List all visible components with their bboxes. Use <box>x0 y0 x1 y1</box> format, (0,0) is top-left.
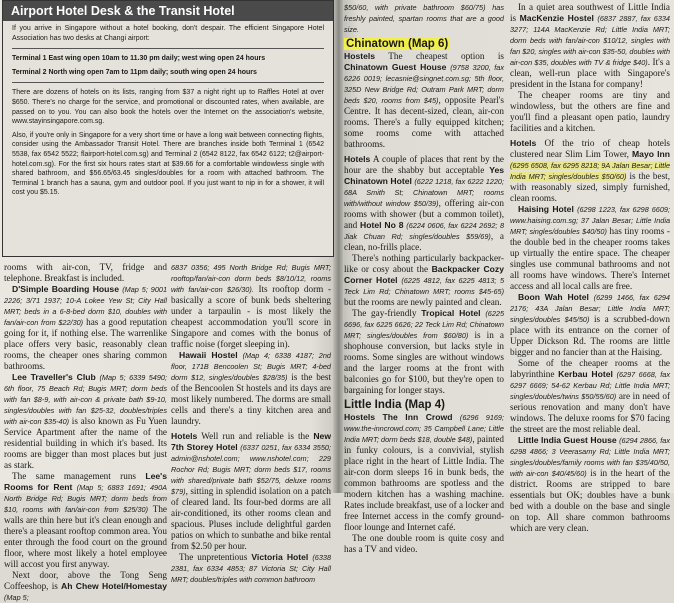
listing-details: (Map 5; 6339 5490; 6th floor, 75 Beach Rd; Bugis MRT; dorm beds with fan $8-9, with air-con & private bath $9-10, singles/doubles with fan $25-32, doubles/triples with air-con $35-40) <box>4 373 168 426</box>
paragraph <box>4 262 167 284</box>
text: is in a shophouse conversion, but lacks style in rooms. Some singles are without windows and the larger rooms at the front with balconies go for $100, but they're open to bargaining for longer stays. <box>344 330 505 395</box>
listing-details: (6294 2866, fax 6298 4866; 3 Veerasamy Rd; Little India MRT; singles/doubles/family rooms with fan $35/40/50, with air-con $40/45/60) <box>510 436 670 478</box>
text: , offering air-con rooms with shower (but a common toilet), and <box>344 198 504 230</box>
text: is in the heart of the district. Rooms are stripped to bare essentials but OK; doubles have a bunk bed with a double on the base and single on top. All share common bathrooms which are very clean. <box>510 468 670 533</box>
sidebar-body <box>3 21 333 205</box>
text: , opposite Pearl's Centre. It has decent-sized, clean, air-con rooms. There's a fully equipped kitchen; some rooms come with attached bathrooms. <box>344 95 505 149</box>
listing-details: (6295 6508, fax 6295 8218; 9A Jalan Besar; Little India MRT; singles/doubles $50/60) <box>510 161 670 181</box>
listing-name: MacKenzie Hostel <box>519 13 594 23</box>
paragraph <box>4 471 167 570</box>
listing-name: Mayo Inn <box>632 149 671 159</box>
paragraph <box>510 292 670 358</box>
paragraph <box>171 262 331 350</box>
listing-details: (6298 1223, fax 6298 6609; www.haising.com.sg; 37 Jalan Besar; Little India MRT; singles/doubles $40/50) <box>510 205 670 236</box>
book-gutter <box>333 0 343 493</box>
listing-details: 6837 0356; 495 North Bridge Rd; Bugis MRT; rooftop/fan/air-con dorm beds $8/10/12, rooms with fan/air-con $26/30). <box>171 263 331 294</box>
text: . It's a clean, well-run place with Singapore's president in the Istana for company! <box>510 57 670 89</box>
listing-name: Hotel No 8 <box>360 220 404 230</box>
text: , painted in funky colours, is a convivial, stylish place right in the heart of Little India. The air-con dorm sleeps 16 in bunk beds, the common bathrooms are spotless and the modern kitchen has a washing machine. Rates include breakfast, use of a locker and free Internet access in the comfy ground-floor lounge and Internet café. <box>344 434 505 532</box>
text: The walls are thin here but it's clean enough and there's a pleasant rooftop common area. You enter through the food court on the ground floor, where most likely a hotel employee will accost you first anyway. <box>4 504 167 569</box>
listing-name: Haising Hotel <box>518 204 574 214</box>
listing-name: Backpacker Cozy Corner Hotel <box>344 264 504 285</box>
paragraph <box>171 431 331 552</box>
section-heading <box>344 39 504 50</box>
sidebar-title: Airport Hotel Desk & the Transit Hotel <box>3 1 333 21</box>
listing-name: Boon Wah Hotel <box>518 292 589 302</box>
listing-name: Hawaii Hostel <box>179 350 238 360</box>
text: has tiny rooms - the double bed in the cheaper rooms takes up virtually the entire space. The cheaper singles use communal bathrooms and not all rooms have windows. There's Internet access and all local calls are free. <box>510 226 670 291</box>
paragraph <box>344 412 504 533</box>
text: is a scrubbed-down place with its entrance on the corner of Upper Dickson Rd. The rooms are little bigger and no fancier than at the Haising. <box>510 314 670 357</box>
text: Of the trio of cheap hotels clustered near Slim Lim Tower, <box>510 138 670 159</box>
listing-details: (6224 0606, fax 6224 2692; 8 Jiak Chuan Rd; singles/doubles $59/69) <box>344 221 505 241</box>
listing-details: (6296 9169; www.the-inncrowd.com; 35 Campbell Lane; Little India MRT; dorm beds $18, double $48) <box>344 413 505 444</box>
listing-details: $50/60, with private bathroom $60/75) has freshly painted, spartan rooms that are a good size. <box>344 3 504 34</box>
heading-text: Little India <box>344 399 402 411</box>
listing-name: Kerbau Hotel <box>558 369 613 379</box>
listing-name: Victoria Hotel <box>251 552 309 562</box>
paragraph <box>344 51 504 150</box>
listing-name: Lee's Rooms for Rent <box>4 471 167 492</box>
text: The one double room is quite cosy and has a TV and video. <box>344 533 504 554</box>
text: The cheapest option is <box>388 51 504 61</box>
listing-details: (6222 1218, fax 6222 1220; 68A Smith St; Chinatown MRT; rooms with/without window $50/39) <box>344 177 504 208</box>
listing-details: (Map 4; 6338 4187; 2nd floor, 171B Bencoolen St; Bugis MRT; 4-bed dorm $12, singles/doubles $28/35) <box>171 351 331 382</box>
listing-name: Yes Chinatown Hotel <box>344 165 505 186</box>
paragraph <box>344 308 504 396</box>
text: is the best of the Bencoolen St hostels and its days are most likely numbered. The dorms are small cells and there's a tiny kitchen area and laundry. <box>171 372 331 426</box>
listing-details: (9758 3200, fax 6226 0019; lecasnie@singnet.com.sg; 5th floor, 325D New Bridge Rd; Outram Park MRT; dorm beds $20, rooms from $45) <box>344 63 505 105</box>
paragraph <box>510 138 670 204</box>
text: Its rooftop dorm - basically a score of bunk beds sheltering under a tarpaulin - is most likely the cheapest accommodation you'll score in Singapore and comes with the bonus of traffic noise (forget sleeping in). <box>171 284 331 349</box>
terminal-1-hours: Terminal 1 East wing open 10am to 11.30 pm daily; west wing open 24 hours <box>12 55 266 63</box>
text: , a clean, no-frills place. <box>344 231 504 252</box>
subsection-label: Hotels <box>510 138 537 148</box>
text: , sitting in splendid isolation on a patch of cleared land. Its four-bed dorms are all air-conditioned, its other rooms clean and spacious. Pluses include delightful garden patios on which to sunbathe and bike rental from $2.50 per hour. <box>171 486 331 551</box>
heading-map-ref: (Map 4) <box>404 399 445 411</box>
text: Some of the cheaper rooms at the labyrinthine <box>510 358 670 379</box>
listing-details: (6299 1466, fax 6294 2176; 43A Jalan Besar; Little India MRT; singles/doubles $45/50) <box>510 293 670 324</box>
sidebar-paragraph: There are dozens of hotels on its lists, ranging from $37 a night right up to Raffles Hotel at over $650. There's no charge for the service, and promotional or discounted rates, when available, are passed on to you. You can also book the hotels over the Internet on the association's website, www.stayinsingapore.com.sg. <box>12 89 324 126</box>
paragraph <box>510 2 670 90</box>
text: In a quiet area southwest of Little India is <box>510 2 670 23</box>
paragraph <box>4 570 167 603</box>
subsection-label: Hotels <box>344 154 371 164</box>
text: Well run and reliable is the <box>201 431 310 441</box>
heading-map-ref: (Map 6) <box>407 38 449 50</box>
listing-details: (6225 4812, fax 6225 4813; 5 Teck Lim Rd; Chinatown MRT; rooms $45-65) <box>344 276 505 296</box>
terminal-2-hours: Terminal 2 North wing open 7am to 11pm daily; south wing open 24 hours <box>12 68 257 76</box>
paragraph <box>171 552 331 585</box>
subsection-label: Hostels <box>344 412 376 422</box>
listing-name: D'Simple Boarding House <box>12 284 119 294</box>
divider <box>12 82 324 83</box>
text: A couple of places that rent by the hour are the shabby but acceptable <box>344 154 504 175</box>
paragraph <box>4 284 167 372</box>
text: The unpretentious <box>179 552 248 562</box>
divider <box>12 48 324 49</box>
text-column <box>4 262 168 602</box>
listing-name: New 7th Storey Hotel <box>171 431 332 452</box>
text: are in need of serious renovation and many don't have windows. The deluxe rooms for $70 facing the street are the most reliable deal. <box>510 391 671 434</box>
subsection-label: Hotels <box>171 431 198 441</box>
listing-details: (Map 5; 6883 1691; 490A North Bridge Rd; Bugis MRT; dorm beds from $10, rooms with fan/air-con from $25/30) <box>4 483 167 514</box>
text: The same management runs <box>12 471 136 481</box>
listing-details: (Map 5; 9001 2226; 3/71 1937; 10-A Lokee Yew St; City Hall MRT; beds in a 6-8-bed dorm $10, doubles with fan/air-con from $22/30) <box>4 285 168 327</box>
listing-details: (6297 6668, fax 6297 6669; 54-62 Kerbau Rd; Little India MRT; singles/doubles/twins $50/55/60) <box>510 370 670 401</box>
listing-name: Chinatown Guest House <box>344 62 447 72</box>
sidebar-intro: If you arrive in Singapore without a hotel booking, don't despair. The efficient Singapore Hotel Association has two desks at Changi airport: <box>12 25 324 42</box>
text: is the best, with reasonably sized, simply furnished, clean rooms. <box>510 171 671 203</box>
text: Next door, above the Tong Seng Coffeeshop, is <box>4 570 167 591</box>
paragraph <box>171 350 331 427</box>
listing-name: Tropical Hotel <box>421 308 481 318</box>
highlighted-text <box>344 38 450 50</box>
listing-name: Lee Traveller's Club <box>12 372 96 382</box>
text: There's nothing particularly backpacker-like or cosy about the <box>344 253 504 274</box>
listing-name: The Inn Crowd <box>382 412 453 422</box>
listing-details: (Map 5; <box>4 593 29 602</box>
text-column <box>171 262 332 584</box>
text: The gay-friendly <box>352 308 417 318</box>
paragraph <box>344 533 504 555</box>
listing-name: Ah Chew Hotel/Homestay <box>61 581 167 591</box>
listing-details: (6338 2381, fax 6334 4853; 87 Victoria St; City Hall MRT; doubles/triples with common bathroom <box>171 553 332 584</box>
paragraph <box>4 372 167 471</box>
airport-hotel-sidebar <box>2 0 334 257</box>
text-column <box>510 2 671 533</box>
paragraph <box>510 204 670 292</box>
section-heading <box>344 400 504 411</box>
text: rooms with air-con, TV, fridge and telephone. Breakfast is included. <box>4 262 167 283</box>
listing-details: (6837 2887, fax 6334 3277; 114A MacKenzie Rd; Little India MRT; dorm beds with fan/air-con $10/12, singles with fan $20, singles with air-con $35-50, doubles with air-con $35, doubles with TV & fridge $40) <box>510 14 670 67</box>
subsection-label: Hostels <box>344 51 376 61</box>
text: is also known as Fu Yuen Service Apartment after the name of the residential building in which it's based. Its rooms are bigger than most places but just as stark. <box>4 416 167 470</box>
paragraph <box>510 358 670 435</box>
paragraph <box>510 90 670 134</box>
paragraph <box>344 253 504 308</box>
right-page <box>338 0 674 554</box>
listing-details: (6225 6696, fax 6225 6626; 22 Teck Lim Rd; Chinatown MRT; singles/doubles from $60/80) <box>344 309 505 340</box>
text: has a good reputation going for it, if nothing else. The warrenlike place offers very basic, reasonably clean rooms, the cheaper ones sharing common bathrooms. <box>4 317 167 371</box>
sidebar-paragraph: Also, if you're only in Singapore for a very short time or have a long wait between connecting flights, consider using the Ambassador Transit Hotel. There are branches inside both Terminal 1 (6542 5538, fax 6542 5522; flairport-hotel.com.sg) and Terminal 2 (6542 8122, fax 6542 6122; t2@airport-hotel.com.sg). For the first six hours rates start at $39.66 for a comfortable windowless single with shared bathroom, and $56.65/63.45 singles/doubles for a room with attached bathroom. The Terminal 1 branch has a sauna, gym and outdoor pool. If you just want to nip in for a shower, it will cost you $5.15. <box>12 131 324 197</box>
paragraph <box>344 154 504 253</box>
listing-name: Little India Guest House <box>518 435 617 445</box>
text: The cheaper rooms are tiny and windowless, but the others are fine and you'll find a pleasant open patio, laundry facilities and a kitchen. <box>510 90 670 133</box>
listing-details: (6337 0251, fax 6334 3550; admin@nshotel.com; www.nshotel.com; 229 Rochor Rd; Bugis MRT; dorm beds $17, rooms with shared/private bath $52/75, deluxe rooms $79) <box>171 443 332 496</box>
text-column <box>344 2 505 554</box>
text: but the rooms are newly painted and clean. <box>344 297 502 307</box>
paragraph <box>510 435 670 534</box>
heading-text: Chinatown <box>346 38 405 50</box>
paragraph <box>344 2 504 35</box>
